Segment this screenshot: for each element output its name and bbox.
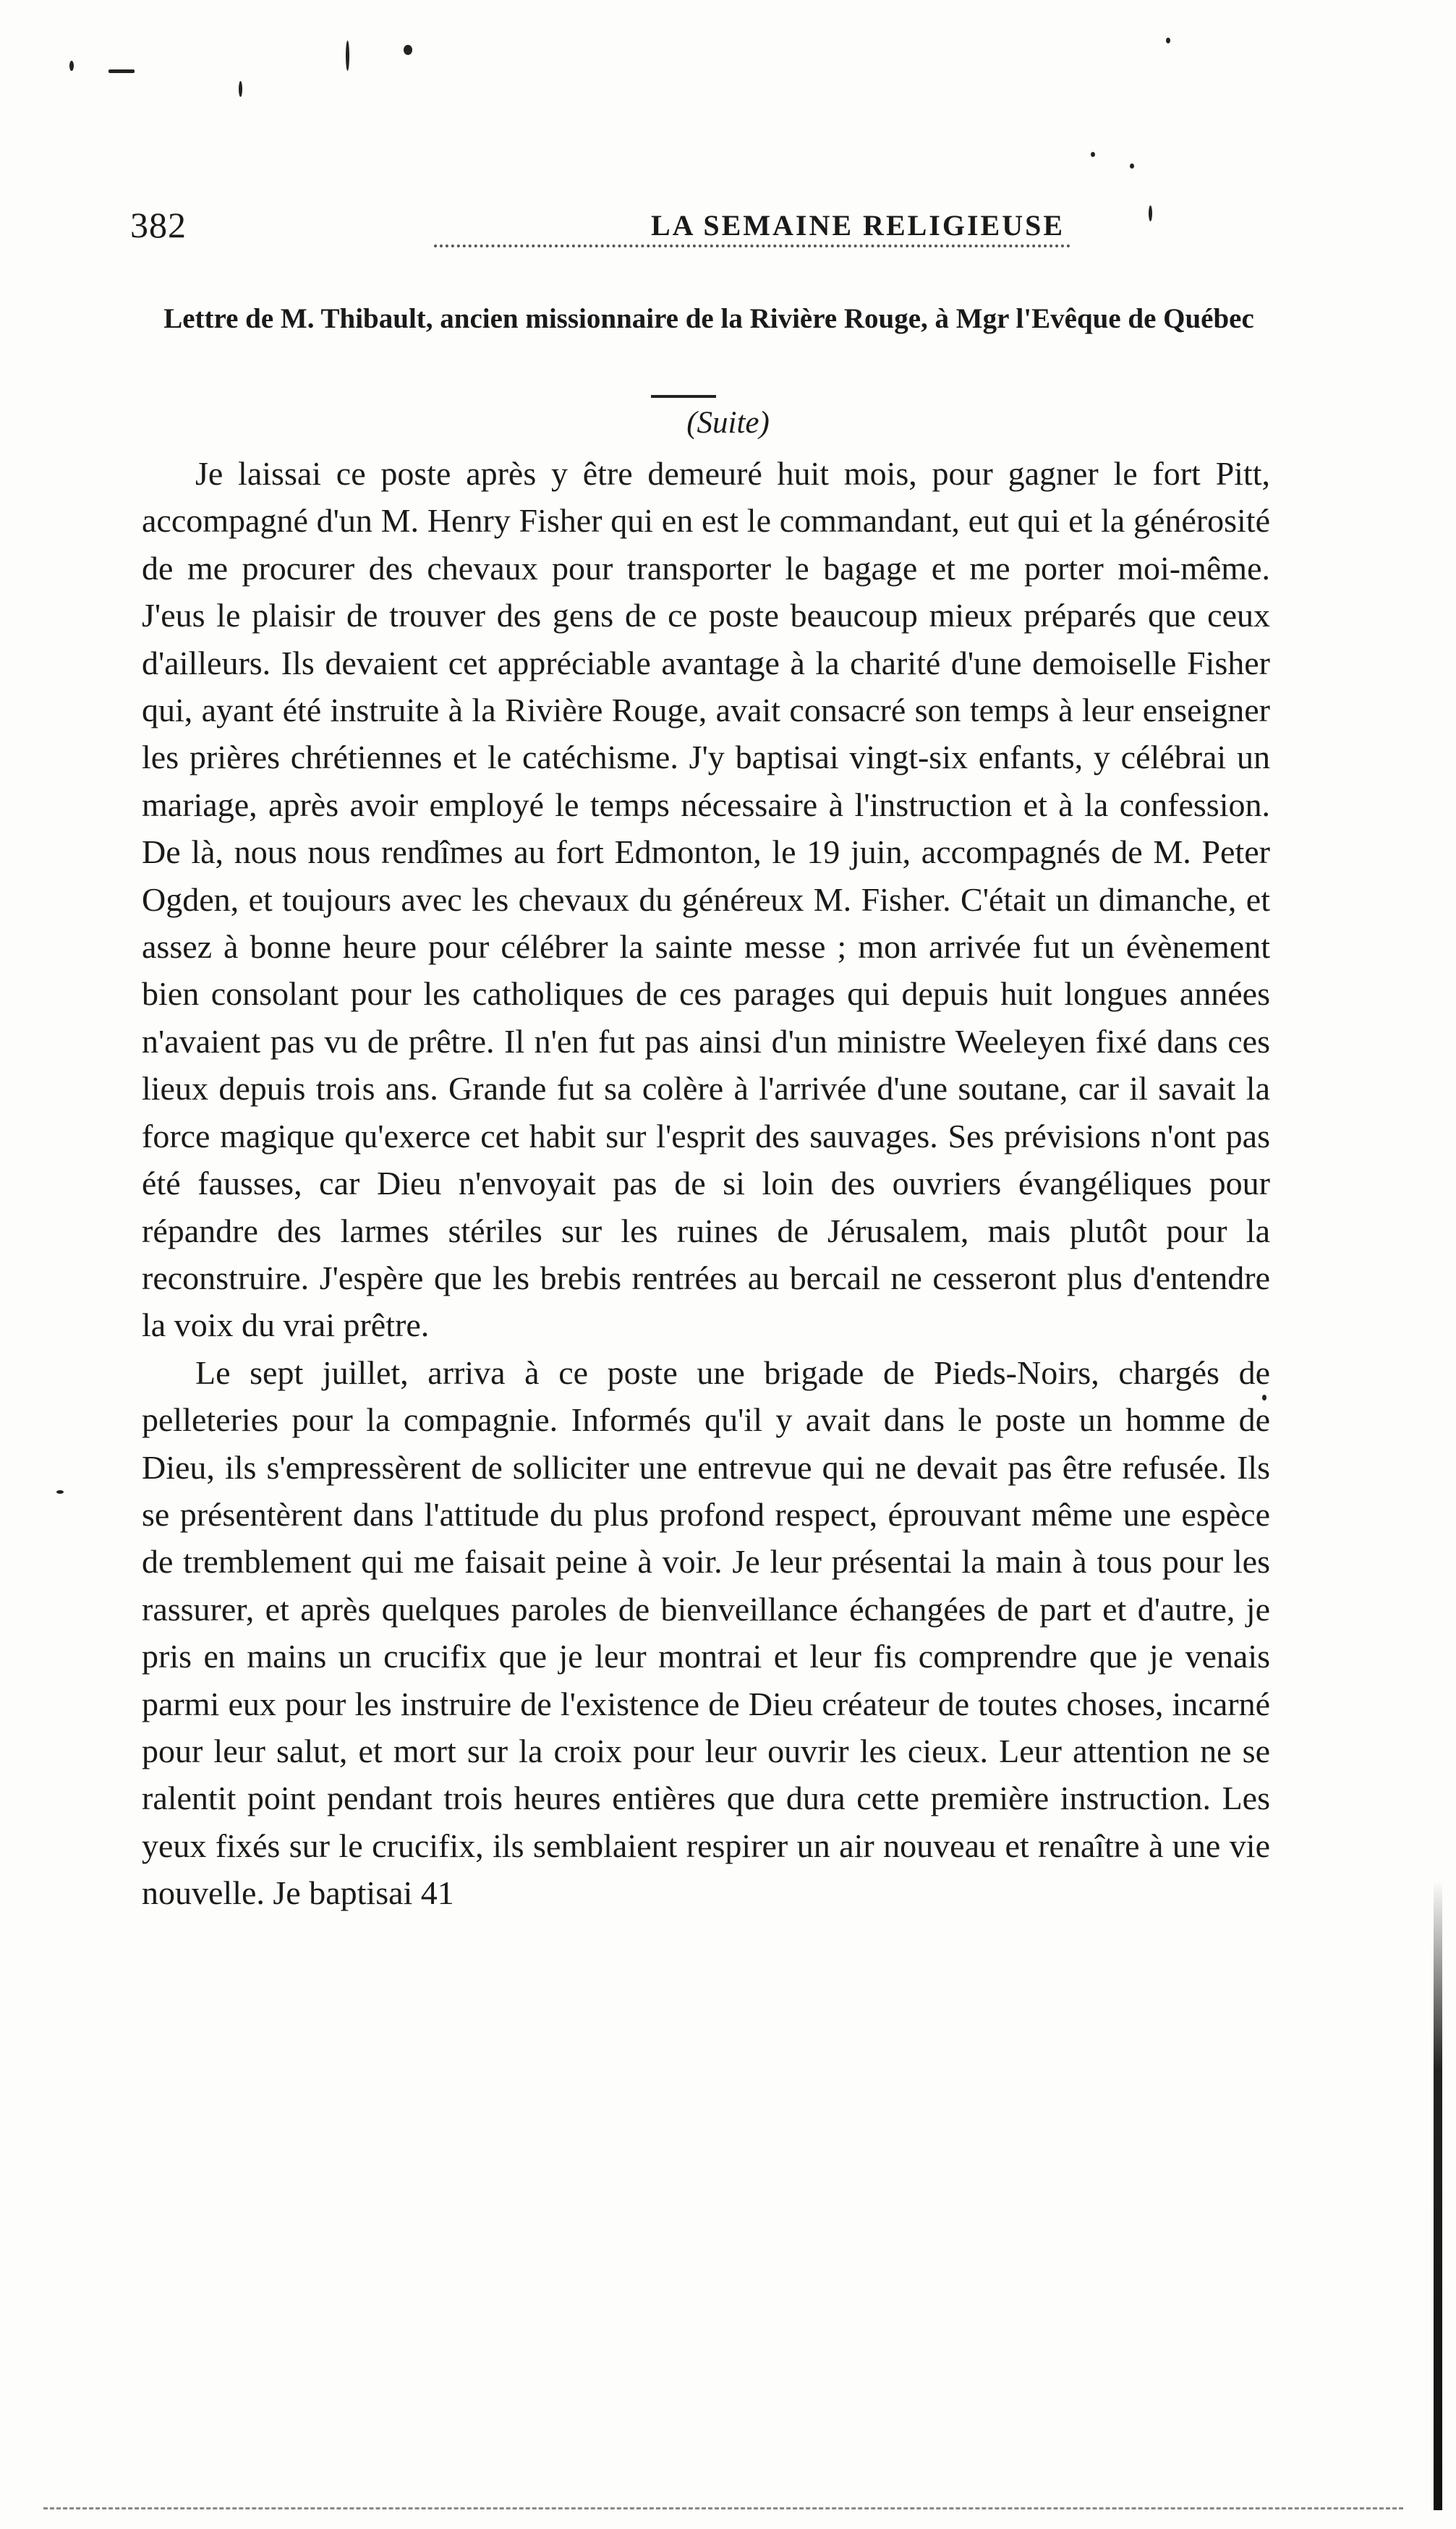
scan-edge-shadow <box>1434 1881 1442 2510</box>
scan-speck <box>239 81 242 97</box>
scan-speck <box>404 45 412 55</box>
scan-speck <box>346 41 349 71</box>
scan-speck <box>69 61 74 71</box>
page-number: 382 <box>130 205 187 245</box>
letter-title: Lettre de M. Thibault, ancien missionnaire de la Rivière Rouge, à Mgr l'Evêque de Québec <box>163 303 1254 334</box>
scan-speck <box>56 1490 64 1494</box>
scan-speck <box>1166 38 1170 43</box>
body-text <box>142 450 1270 1917</box>
scan-speck <box>1130 163 1134 169</box>
running-title: LA SEMAINE RELIGIEUSE <box>651 209 1065 242</box>
header-rule <box>434 245 1070 247</box>
scan-speck <box>1091 152 1095 157</box>
title-rule <box>651 395 716 398</box>
continued-label: (Suite) <box>686 406 770 440</box>
paragraph-2: Le sept juillet, arriva à ce poste une brigade de Pieds-Noirs, chargés de pelleteries pour la compagnie. Informés qu'il y avait dans le poste un homme de Dieu, ils s'empressèrent de solliciter une entrevue qui ne devait pas être refusée. Ils se présentèrent dans l'attitude du plus profond respect, éprouvant même une espèce de tremblement qui me faisait peine à voir. Je leur présentai la main à tous pour les rassurer, et après quelques paroles de bienveillance échangées de part et d'autre, je pris en mains un crucifix que je leur montrai et leur fis comprendre que je venais parmi eux pour les instruire de l'existence de Dieu créateur de toutes choses, incarné pour leur salut, et mort sur la croix pour leur ouvrir les cieux. Leur attention ne se ralentit point pendant trois heures entières que dura cette première instruction. Les yeux fixés sur le crucifix, ils semblaient respirer un air nouveau et renaître à une vie nouvelle. Je baptisai 41 <box>142 1353 1270 1912</box>
scan-bottom-edge <box>43 2507 1403 2509</box>
scan-speck <box>108 69 135 73</box>
paragraph-1: Je laissai ce poste après y être demeuré huit mois, pour gagner le fort Pitt, accompagné d'un M. Henry Fisher qui en est le commandant, eut qui et la générosité de me procurer des chevaux pour transporter le bagage et me porter moi-même. J'eus le plaisir de trouver des gens de ce poste beaucoup mieux préparés que ceux d'ailleurs. Ils devaient cet appréciable avantage à la charité d'une demoiselle Fisher qui, ayant été instruite à la Rivière Rouge, avait consacré son temps à leur enseigner les prières chrétiennes et le catéchisme. J'y baptisai vingt-six enfants, y célébrai un mariage, après avoir employé le temps nécessaire à l'instruction et à la confession. De là, nous nous rendîmes au fort Edmonton, le 19 juin, accompagnés de M. Peter Ogden, et toujours avec les chevaux du généreux M. Fisher. C'était un dimanche, et assez à bonne heure pour célébrer la sainte messe ; mon arrivée fut un évènement bien consolant pour les catholiques de ces parages qui depuis huit longues années n'avaient pas vu de prêtre. Il n'en fut pas ainsi d'un ministre Weeleyen fixé dans ces lieux depuis trois ans. Grande fut sa colère à l'arrivée d'une soutane, car il savait la force magique qu'exerce cet habit sur l'esprit des sauvages. Ses prévisions n'ont pas été fausses, car Dieu n'envoyait pas de si loin des ouvriers évangéliques pour répandre des larmes stériles sur les ruines de Jérusalem, mais plutôt pour la reconstruire. J'espère que les brebis rentrées au bercail ne cesseront plus d'entendre la voix du vrai prêtre. <box>142 455 1270 1344</box>
